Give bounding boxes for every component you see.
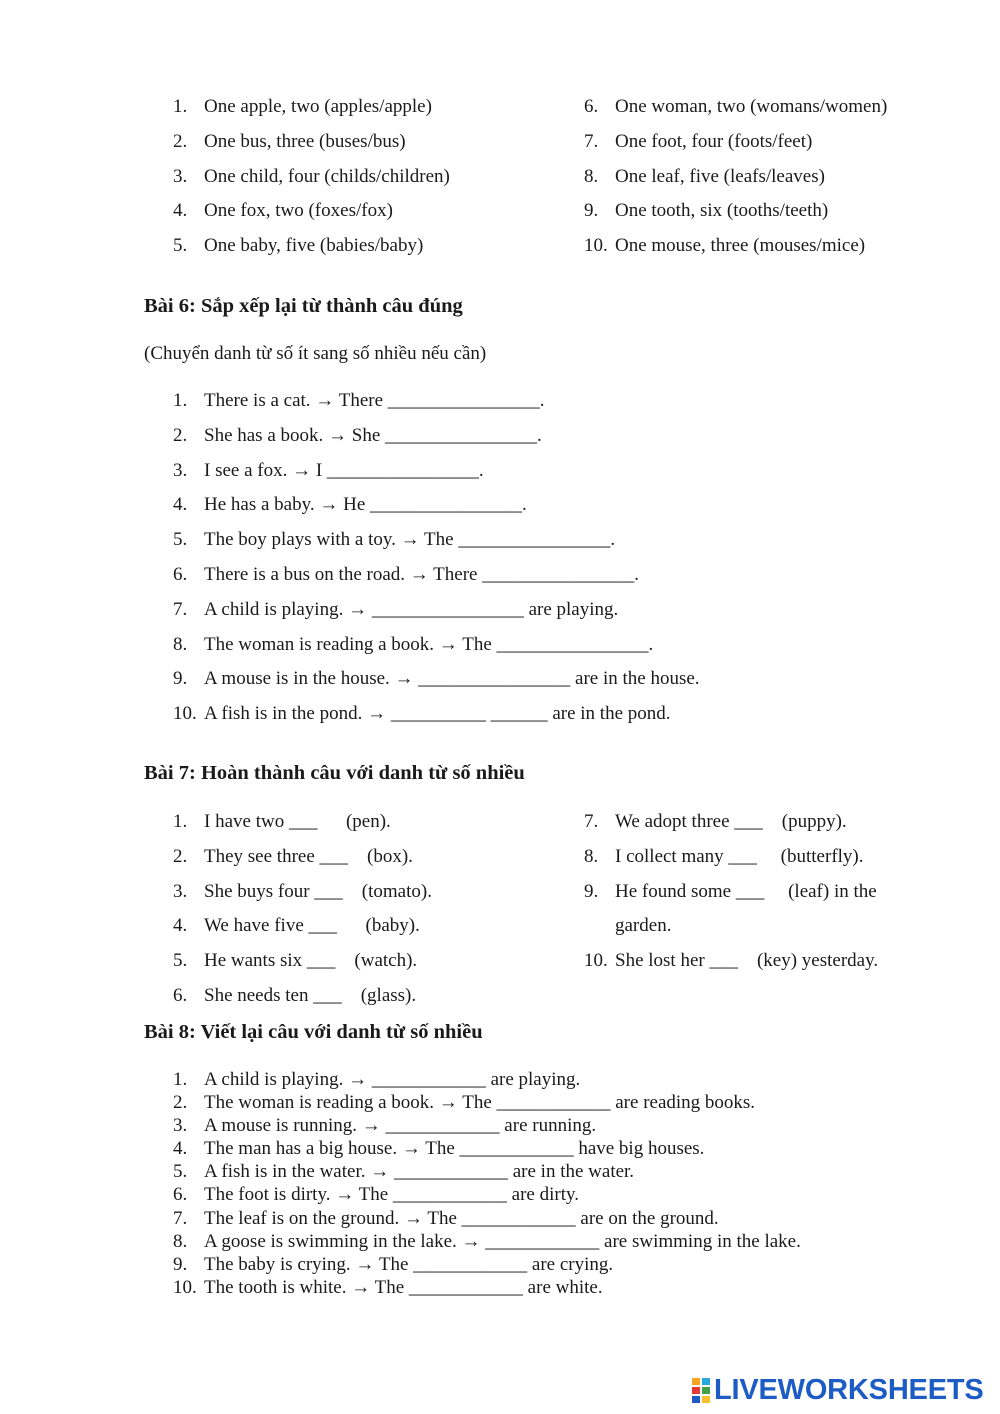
item-text: The woman is reading a book. → The ________________. [204,633,654,655]
exercise8-list [173,1068,973,1299]
item-number: 3. [173,880,188,902]
item-text: A mouse is running. → ____________ are running. [204,1115,597,1137]
item-text: One tooth, six (tooths/teeth) [615,200,829,222]
item-text: A child is playing. → ____________ are playing. [204,1069,581,1090]
item-number: 10. [584,950,608,972]
list-item [173,1160,973,1183]
logo-square [692,1387,700,1394]
list-item [584,840,914,875]
item-number: 4. [173,1138,188,1160]
list-item [584,194,994,229]
exercise8-title: Bài 8: Viết lại câu với danh từ số nhiều [144,1021,483,1043]
list-item [173,979,573,1014]
list-item [173,840,573,875]
item-number: 8. [173,1230,188,1252]
item-number: 2. [173,424,188,446]
item-text: They see three ___ (box). [204,845,413,867]
list-item [173,1137,973,1160]
list-item [584,805,914,840]
exercise7-left-list [173,805,573,1014]
list-item [173,909,573,944]
list-item [173,1276,973,1299]
item-text: The foot is dirty. → The ____________ are dirty. [204,1184,580,1206]
item-number: 7. [173,1207,188,1229]
item-number: 3. [173,1115,188,1137]
item-number: 4. [173,200,188,222]
item-text: One apple, two (apples/apple) [204,96,432,117]
item-text: One baby, five (babies/baby) [204,235,424,257]
item-number: 8. [173,633,188,655]
item-number: 8. [584,165,599,187]
list-item [173,697,973,732]
item-number: 3. [173,459,188,481]
item-number: 6. [584,96,599,117]
item-text: The man has a big house. → The ____________ have big houses. [204,1138,705,1160]
list-item [173,419,973,454]
item-text: He wants six ___ (watch). [204,950,418,972]
item-text: He found some ___ (leaf) in the garden. [615,880,882,937]
item-text: We have five ___ (baby). [204,915,420,937]
list-item [173,194,573,229]
item-number: 5. [173,950,188,972]
list-item [173,805,573,840]
item-text: We adopt three ___ (puppy). [615,811,847,832]
item-number: 2. [173,845,188,867]
item-number: 5. [173,1161,188,1183]
item-text: The baby is crying. → The ____________ are crying. [204,1253,614,1275]
item-number: 7. [173,598,188,620]
list-item [173,229,573,264]
item-text: A fish is in the water. → ____________ are in the water. [204,1161,635,1183]
list-item [173,1114,973,1137]
list-item [584,875,914,945]
logo-square [702,1387,710,1394]
item-text: She buys four ___ (tomato). [204,880,432,902]
list-item [173,662,973,697]
item-text: One fox, two (foxes/fox) [204,200,393,222]
item-text: There is a cat. → There ________________. [204,390,545,411]
list-item [173,1253,973,1276]
list-item [173,523,973,558]
item-number: 6. [173,1184,188,1206]
list-item [173,160,573,195]
item-text: The tooth is white. → The ____________ are white. [204,1276,603,1298]
logo-square [692,1378,700,1385]
logo-square [702,1396,710,1403]
item-text: One bus, three (buses/bus) [204,130,406,152]
item-number: 6. [173,563,188,585]
item-number: 10. [173,1276,197,1298]
item-number: 9. [584,880,599,902]
list-item [173,1230,973,1253]
item-number: 7. [584,130,599,152]
item-text: One leaf, five (leafs/leaves) [615,165,825,187]
item-number: 1. [173,811,188,832]
item-number: 2. [173,130,188,152]
exercise7-title: Bài 7: Hoàn thành câu với danh từ số nhiều [144,762,525,784]
item-number: 1. [173,1069,188,1090]
item-number: 1. [173,96,188,117]
list-item [173,1207,973,1230]
item-number: 7. [584,811,599,832]
item-text: The leaf is on the ground. → The ____________ are on the ground. [204,1207,719,1229]
item-number: 9. [584,200,599,222]
item-text: A goose is swimming in the lake. → ____________ are swimming in the lake. [204,1230,801,1252]
item-number: 3. [173,165,188,187]
item-text: The woman is reading a book. → The ____________ are reading books. [204,1092,756,1114]
item-text: I see a fox. → I ________________. [204,459,484,481]
item-text: One mouse, three (mouses/mice) [615,235,866,257]
item-number: 10. [173,703,197,725]
list-item [173,384,973,419]
list-item [173,593,973,628]
item-number: 4. [173,915,188,937]
logo-grid-icon [692,1378,710,1403]
list-item [173,944,573,979]
list-item [173,875,573,910]
item-text: One woman, two (womans/women) [615,96,888,117]
item-text: A fish is in the pond. → __________ ______ are in the pond. [204,703,671,725]
logo-square [702,1378,710,1385]
list-item [584,229,994,264]
item-number: 1. [173,390,188,411]
item-number: 5. [173,529,188,551]
item-number: 8. [584,845,599,867]
item-text: A child is playing. → ________________ are playing. [204,598,619,620]
item-text: The boy plays with a toy. → The ________________. [204,529,616,551]
list-item [584,125,994,160]
item-text: She has a book. → She ________________. [204,424,542,446]
list-item [584,160,994,195]
item-text: She lost her ___ (key) yesterday. [615,950,879,972]
list-item [173,1068,973,1091]
exercise5-right-list [584,90,994,264]
item-text: I have two ___ (pen). [204,811,391,832]
item-text: She needs ten ___ (glass). [204,984,417,1006]
logo-square [692,1396,700,1403]
exercise5-left-list [173,90,573,264]
exercise6-title: Bài 6: Sắp xếp lại từ thành câu đúng [144,295,463,317]
exercise7-right-list [584,805,914,979]
item-number: 9. [173,668,188,690]
item-number: 10. [584,235,608,257]
item-text: There is a bus on the road. → There ________________. [204,563,639,585]
item-text: One foot, four (foots/feet) [615,130,813,152]
list-item [173,558,973,593]
item-text: He has a baby. → He ________________. [204,494,527,516]
list-item [173,1091,973,1114]
item-number: 9. [173,1253,188,1275]
list-item [173,125,573,160]
list-item [173,1183,973,1206]
exercise6-note: (Chuyển danh từ số ít sang số nhiều nếu cần) [144,343,487,364]
list-item [584,944,914,979]
liveworksheets-logo [692,1372,984,1408]
item-number: 6. [173,984,188,1006]
item-number: 5. [173,235,188,257]
logo-text: LIVEWORKSHEETS [714,1373,984,1406]
list-item [173,90,573,125]
exercise6-list [173,384,973,732]
item-number: 4. [173,494,188,516]
item-text: I collect many ___ (butterfly). [615,845,864,867]
item-text: A mouse is in the house. → ________________ are in the house. [204,668,700,690]
list-item [173,454,973,489]
item-text: One child, four (childs/children) [204,165,450,187]
item-number: 2. [173,1092,188,1114]
list-item [173,488,973,523]
list-item [173,628,973,663]
list-item [584,90,994,125]
